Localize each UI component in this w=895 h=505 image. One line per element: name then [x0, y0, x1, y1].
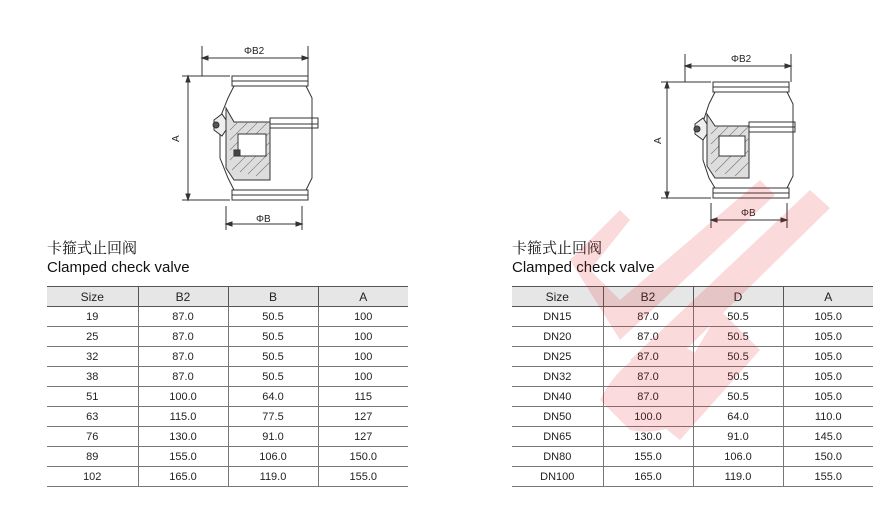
left-table-body [47, 307, 408, 487]
table-cell: DN65 [512, 427, 603, 447]
table-cell: 50.5 [693, 387, 783, 407]
col-header-a: A [318, 287, 408, 307]
table-cell: 50.5 [228, 347, 318, 367]
table-cell: 165.0 [138, 467, 228, 487]
table-cell: DN25 [512, 347, 603, 367]
right-dim-b: ΦB [741, 208, 756, 219]
table-row [47, 467, 408, 487]
table-cell: 89 [47, 447, 138, 467]
table-row [47, 447, 408, 467]
table-cell: 130.0 [603, 427, 693, 447]
table-cell: 102 [47, 467, 138, 487]
table-cell: 105.0 [783, 327, 873, 347]
table-cell: 19 [47, 307, 138, 327]
table-cell: 106.0 [228, 447, 318, 467]
table-cell: 50.5 [693, 367, 783, 387]
table-cell: 150.0 [783, 447, 873, 467]
table-cell: 127 [318, 407, 408, 427]
table-cell: 63 [47, 407, 138, 427]
left-spec-table [47, 286, 408, 487]
table-cell: 100.0 [138, 387, 228, 407]
table-cell: 64.0 [228, 387, 318, 407]
table-cell: 91.0 [693, 427, 783, 447]
table-cell: 87.0 [603, 327, 693, 347]
table-row [512, 467, 873, 487]
left-title-cn: 卡箍式止回阀 [47, 239, 138, 257]
table-cell: 119.0 [693, 467, 783, 487]
table-header-row [47, 287, 408, 307]
table-cell: DN40 [512, 387, 603, 407]
table-row [512, 387, 873, 407]
table-cell: DN15 [512, 307, 603, 327]
table-cell: 100 [318, 307, 408, 327]
col-header-d: D [693, 287, 783, 307]
table-cell: 87.0 [603, 367, 693, 387]
col-header-b: B [228, 287, 318, 307]
table-row [47, 347, 408, 367]
col-header-b2: B2 [603, 287, 693, 307]
table-cell: 87.0 [138, 347, 228, 367]
table-row [512, 347, 873, 367]
table-cell: 91.0 [228, 427, 318, 447]
table-row [47, 327, 408, 347]
left-dim-b: ΦB [256, 214, 271, 225]
table-row [47, 387, 408, 407]
table-cell: 87.0 [138, 367, 228, 387]
table-cell: 115.0 [138, 407, 228, 427]
table-cell: DN100 [512, 467, 603, 487]
table-cell: 130.0 [138, 427, 228, 447]
table-cell: 87.0 [138, 327, 228, 347]
table-cell: 155.0 [783, 467, 873, 487]
right-title-en: Clamped check valve [512, 259, 655, 276]
table-cell: 145.0 [783, 427, 873, 447]
col-header-size: Size [47, 287, 138, 307]
table-row [512, 407, 873, 427]
col-header-a: A [783, 287, 873, 307]
table-cell: 50.5 [228, 327, 318, 347]
table-cell: 119.0 [228, 467, 318, 487]
table-cell: 77.5 [228, 407, 318, 427]
table-cell: 50.5 [228, 307, 318, 327]
table-cell: 25 [47, 327, 138, 347]
table-row [47, 407, 408, 427]
left-dim-a: A [171, 135, 182, 142]
table-header-row [512, 287, 873, 307]
table-cell: 50.5 [693, 327, 783, 347]
table-cell: 105.0 [783, 307, 873, 327]
table-row [512, 427, 873, 447]
table-row [512, 447, 873, 467]
table-cell: DN20 [512, 327, 603, 347]
col-header-b2: B2 [138, 287, 228, 307]
table-cell: 38 [47, 367, 138, 387]
table-cell: DN32 [512, 367, 603, 387]
table-cell: 106.0 [693, 447, 783, 467]
right-title-cn: 卡箍式止回阀 [512, 239, 603, 257]
table-cell: 87.0 [603, 387, 693, 407]
left-dim-b2: ΦB2 [244, 46, 265, 57]
right-table-body [512, 307, 873, 487]
table-cell: 50.5 [693, 347, 783, 367]
table-cell: DN80 [512, 447, 603, 467]
table-row [512, 307, 873, 327]
table-cell: 105.0 [783, 387, 873, 407]
right-valve-drawing [645, 48, 835, 233]
table-cell: 115 [318, 387, 408, 407]
table-cell: 64.0 [693, 407, 783, 427]
table-cell: 155.0 [318, 467, 408, 487]
right-dim-a: A [653, 137, 664, 144]
table-row [47, 307, 408, 327]
left-valve-drawing [160, 38, 350, 233]
table-cell: DN50 [512, 407, 603, 427]
table-cell: 150.0 [318, 447, 408, 467]
table-cell: 110.0 [783, 407, 873, 427]
table-cell: 155.0 [138, 447, 228, 467]
table-cell: 50.5 [693, 307, 783, 327]
table-cell: 100 [318, 327, 408, 347]
right-dim-b2: ΦB2 [731, 54, 752, 65]
table-cell: 50.5 [228, 367, 318, 387]
table-cell: 100 [318, 367, 408, 387]
table-cell: 51 [47, 387, 138, 407]
right-spec-table [512, 286, 873, 487]
table-cell: 127 [318, 427, 408, 447]
table-cell: 165.0 [603, 467, 693, 487]
table-row [47, 367, 408, 387]
table-row [512, 327, 873, 347]
table-cell: 155.0 [603, 447, 693, 467]
table-cell: 100.0 [603, 407, 693, 427]
table-cell: 105.0 [783, 347, 873, 367]
table-cell: 76 [47, 427, 138, 447]
table-row [512, 367, 873, 387]
table-cell: 87.0 [603, 347, 693, 367]
table-cell: 32 [47, 347, 138, 367]
table-cell: 105.0 [783, 367, 873, 387]
table-cell: 87.0 [603, 307, 693, 327]
table-cell: 87.0 [138, 307, 228, 327]
table-row [47, 427, 408, 447]
left-title-en: Clamped check valve [47, 259, 190, 276]
table-cell: 100 [318, 347, 408, 367]
col-header-size: Size [512, 287, 603, 307]
